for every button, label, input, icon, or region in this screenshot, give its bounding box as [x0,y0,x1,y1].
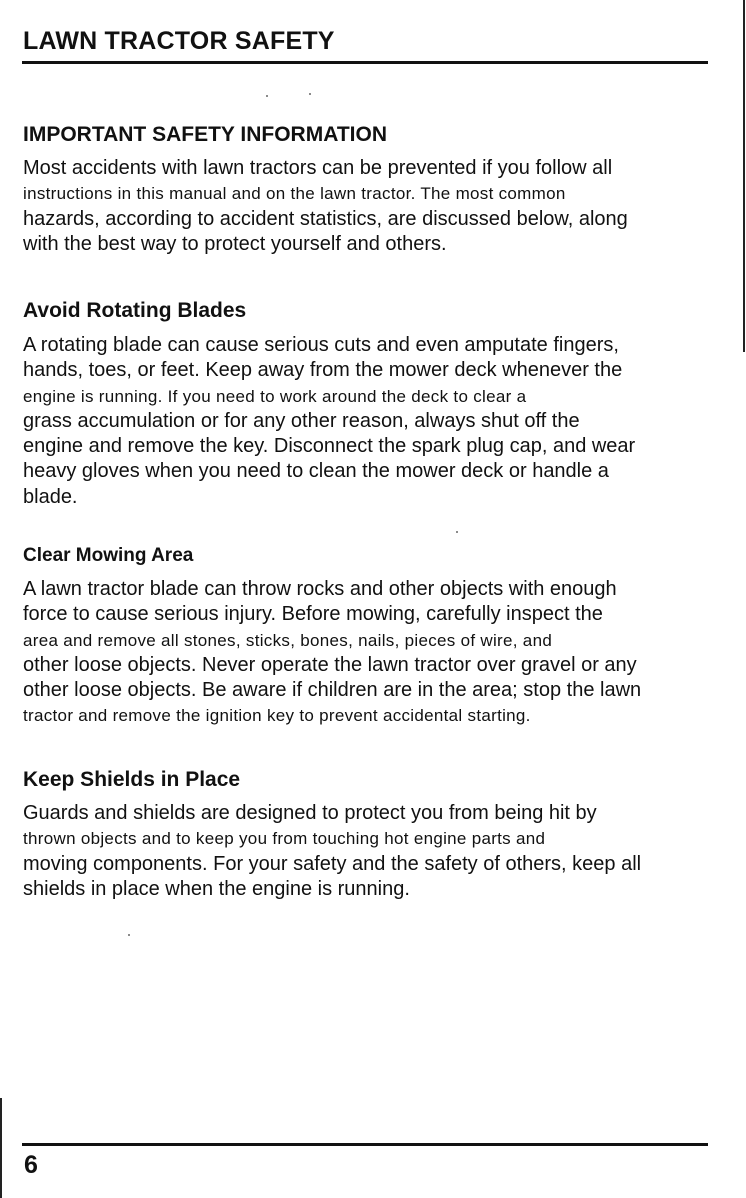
text-line: grass accumulation or for any other reason, always shut off the [23,409,580,432]
page-title: LAWN TRACTOR SAFETY [23,27,335,55]
text-line: shields in place when the engine is running. [23,877,410,900]
text-line: heavy gloves when you need to clean the mower deck or handle a [23,460,609,483]
section-heading-clear-mowing-area: Clear Mowing Area [23,545,194,566]
page-number: 6 [24,1151,38,1179]
text-line: A rotating blade can cause serious cuts and even amputate fingers, [23,334,619,356]
text-line: A lawn tractor blade can throw rocks and other objects with enough [23,578,617,600]
header-rule [22,61,708,64]
section-heading-important-safety: IMPORTANT SAFETY INFORMATION [23,123,387,146]
text-line: engine is running. If you need to work around the deck to clear a [23,386,527,406]
text-line: engine and remove the key. Disconnect the spark plug cap, and wear [23,435,636,458]
footer-rule [22,1143,708,1146]
text-line: blade. [23,485,78,508]
text-line: moving components. For your safety and the safety of others, keep all [23,852,642,875]
scan-edge-line [0,1098,2,1198]
scan-speck [456,531,458,533]
text-line: Guards and shields are designed to protect you from being hit by [23,802,597,824]
scan-speck [266,95,268,97]
text-line: thrown objects and to keep you from touching hot engine parts and [23,829,546,849]
text-line: Most accidents with lawn tractors can be prevented if you follow all [23,157,613,179]
text-line: instructions in this manual and on the lawn tractor. The most common [23,184,566,204]
text-line: force to cause serious injury. Before mowing, carefully inspect the [23,603,603,626]
section-heading-keep-shields: Keep Shields in Place [23,768,241,791]
section-body-keep-shields [23,801,723,902]
text-line: tractor and remove the ignition key to prevent accidental starting. [23,706,531,726]
section-body-important-safety [23,156,723,257]
scan-speck [128,934,130,936]
text-line: hazards, according to accident statistics, are discussed below, along [23,207,628,230]
section-body-clear-mowing-area [23,577,723,729]
scan-speck [309,93,311,95]
text-line: hands, toes, or feet. Keep away from the mower deck whenever the [23,359,623,382]
scan-edge-line [743,0,745,352]
text-line: area and remove all stones, sticks, bones, nails, pieces of wire, and [23,630,553,650]
section-body-avoid-rotating-blades [23,333,723,510]
text-line: other loose objects. Be aware if children are in the area; stop the lawn [23,679,642,702]
section-heading-avoid-rotating-blades: Avoid Rotating Blades [23,299,247,322]
text-line: with the best way to protect yourself and others. [23,232,447,255]
text-line: other loose objects. Never operate the lawn tractor over gravel or any [23,653,637,676]
